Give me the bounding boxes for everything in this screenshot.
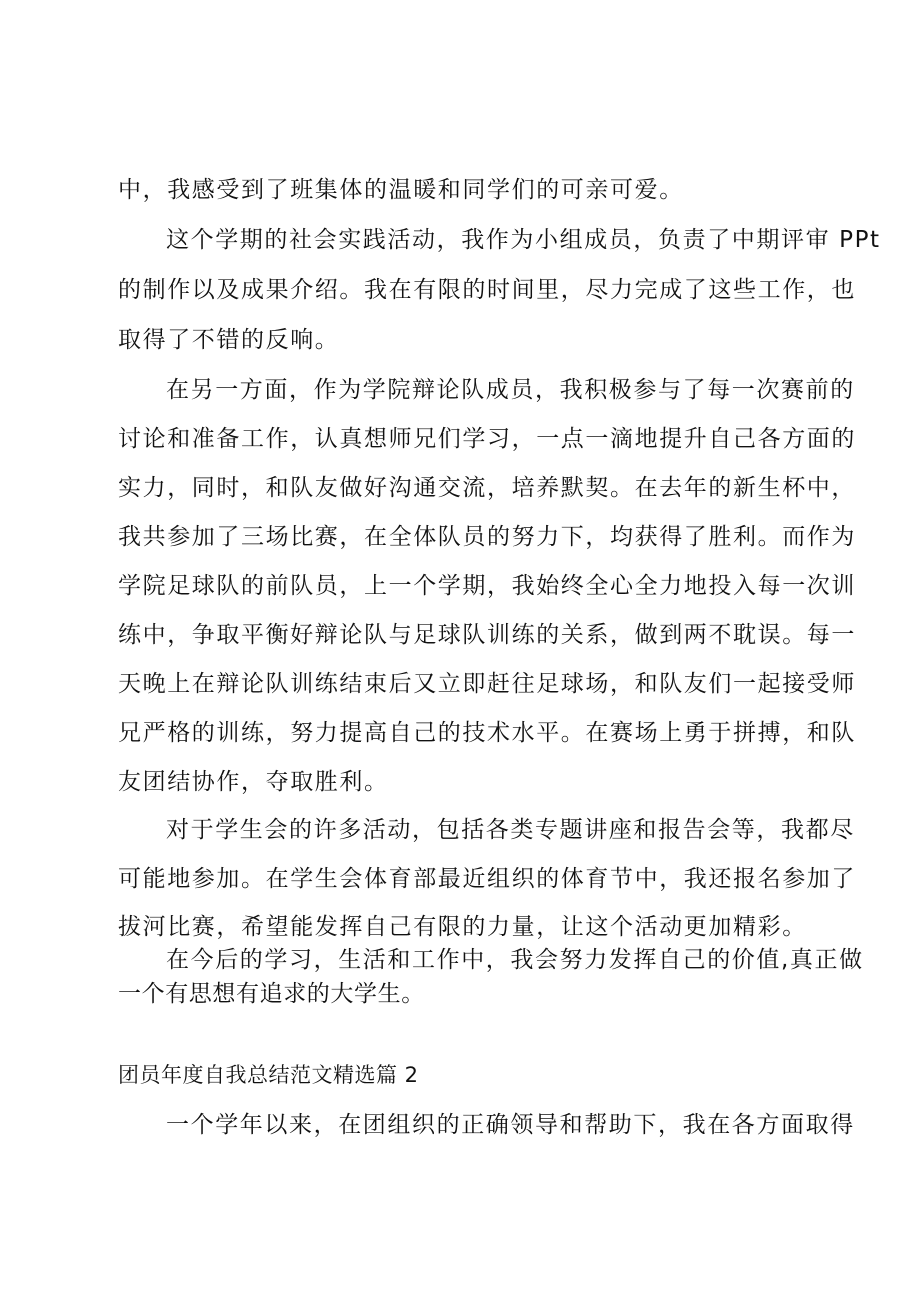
paragraph-line: 的制作以及成果介绍。我在有限的时间里，尽力完成了这些工作，也: [118, 277, 856, 303]
paragraph-line: 对于学生会的许多活动，包括各类专题讲座和报告会等，我都尽: [166, 817, 855, 843]
paragraph-line: 中，我感受到了班集体的温暖和同学们的可亲可爱。: [118, 177, 684, 203]
paragraph-line: 我共参加了三场比赛，在全体队员的努力下，均获得了胜利。而作为: [118, 524, 856, 550]
paragraph-line: 在今后的学习，生活和工作中，我会努力发挥自己的价值,真正做: [166, 947, 864, 973]
paragraph-line: 兄严格的训练，努力提高自己的技术水平。在赛场上勇于拼搏，和队: [118, 720, 856, 746]
paragraph-line: 在另一方面，作为学院辩论队成员，我积极参与了每一次赛前的: [166, 377, 855, 403]
paragraph-line: 实力，同时，和队友做好沟通交流，培养默契。在去年的新生杯中，: [118, 475, 856, 501]
section-heading: 团员年度自我总结范文精选篇 2: [118, 1063, 419, 1087]
paragraph-line: 讨论和准备工作，认真想师兄们学习，一点一滴地提升自己各方面的: [118, 426, 856, 452]
paragraph-line: 练中，争取平衡好辩论队与足球队训练的关系，做到两不耽误。每一: [118, 622, 856, 648]
paragraph-line: 一个有思想有追求的大学生。: [118, 981, 425, 1007]
paragraph-line: 天晚上在辩论队训练结束后又立即赶往足球场，和队友们一起接受师: [118, 671, 856, 697]
paragraph-line: 友团结协作，夺取胜利。: [118, 769, 389, 795]
paragraph-line: 可能地参加。在学生会体育部最近组织的体育节中，我还报名参加了: [118, 866, 856, 892]
paragraph-line: 取得了不错的反响。: [118, 327, 340, 353]
paragraph-line: 这个学期的社会实践活动，我作为小组成员，负责了中期评审 PPt: [166, 227, 881, 253]
paragraph-line: 一个学年以来，在团组织的正确领导和帮助下，我在各方面取得: [166, 1112, 855, 1138]
paragraph-line: 学院足球队的前队员，上一个学期，我始终全心全力地投入每一次训: [118, 573, 856, 599]
paragraph-line: 拔河比赛，希望能发挥自己有限的力量，让这个活动更加精彩。: [118, 914, 807, 940]
